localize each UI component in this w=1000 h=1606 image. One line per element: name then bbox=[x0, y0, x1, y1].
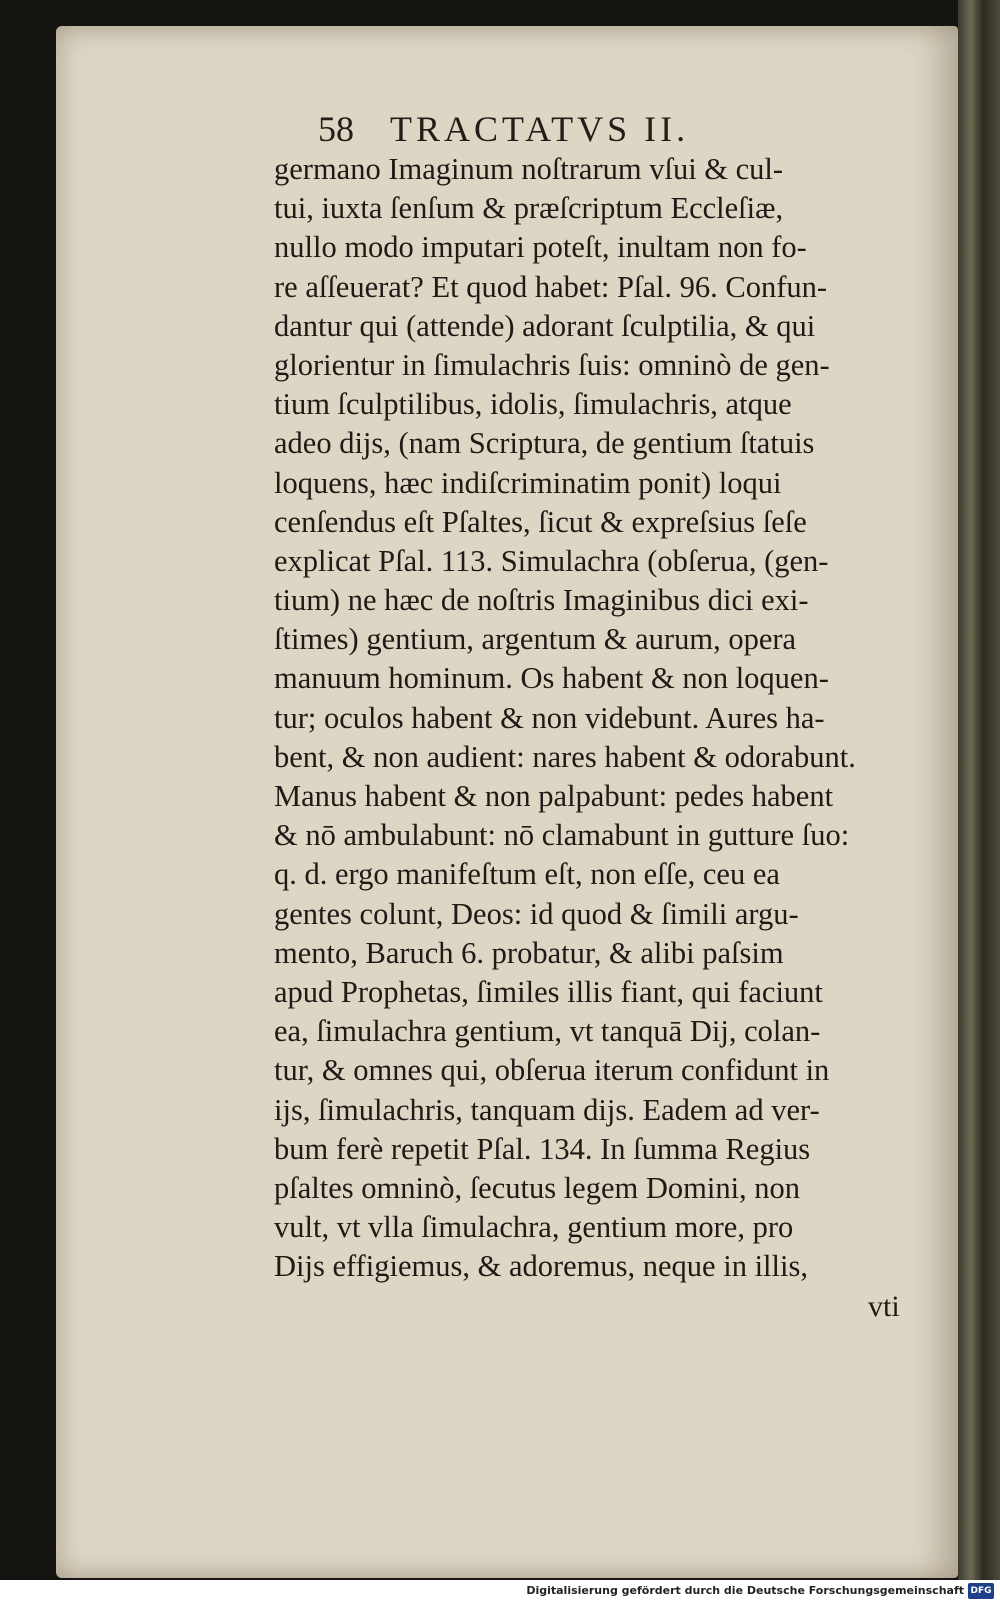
funding-credit: Digitalisierung gefördert durch die Deutsche Forschungsgemeinschaft bbox=[526, 1584, 964, 1597]
text-line: tium ſculptilibus, idolis, ſimulachris, atque bbox=[274, 387, 792, 422]
catchword: vti bbox=[868, 1290, 900, 1323]
running-title: TRACTATVS II. bbox=[390, 109, 690, 149]
footer-bar bbox=[0, 1580, 1000, 1606]
text-line: vult, vt vlla ſimulachra, gentium more, pro bbox=[274, 1210, 794, 1245]
text-line: tur; oculos habent & non videbunt. Aures ha- bbox=[274, 700, 825, 735]
text-line: tui, iuxta ſenſum & præſcriptum Eccleſiæ, bbox=[274, 191, 784, 226]
text-line: Manus habent & non palpabunt: pedes habent bbox=[274, 779, 834, 813]
text-line: bum ferè repetit Pſal. 134. In ſumma Regius bbox=[274, 1131, 811, 1166]
text-line: adeo dijs, (nam Scriptura, de gentium ſtatuis bbox=[274, 426, 815, 461]
dfg-logo-icon: DFG bbox=[968, 1583, 994, 1599]
text-line: nullo modo imputari poteſt, inultam non fo- bbox=[274, 230, 807, 265]
text-line: explicat Pſal. 113. Simulachra (obſerua, (gen- bbox=[274, 543, 829, 578]
text-line: glorientur in ſimulachris ſuis: omninò de gen- bbox=[274, 347, 830, 382]
text-line: tur, & omnes qui, obſerua iterum confidunt in bbox=[274, 1053, 830, 1088]
text-line: ijs, ſimulachris, tanquam dijs. Eadem ad ver- bbox=[274, 1092, 820, 1127]
running-head bbox=[318, 108, 808, 154]
text-line: q. d. ergo manifeſtum eſt, non eſſe, ceu ea bbox=[274, 857, 780, 892]
text-line: ſtimes) gentium, argentum & aurum, opera bbox=[274, 622, 797, 657]
text-line: & nō ambulabunt: nō clamabunt in gutture ſuo: bbox=[274, 818, 850, 853]
text-line: Dijs effigiemus, & adoremus, neque in illis, bbox=[274, 1249, 808, 1284]
text-line: pſaltes omninò, ſecutus legem Domini, non bbox=[274, 1170, 801, 1205]
text-line: cenſendus eſt Pſaltes, ſicut & expreſsius ſeſe bbox=[274, 504, 807, 539]
body-text bbox=[274, 150, 922, 1286]
text-line: ea, ſimulachra gentium, vt tanquā Dij, colan- bbox=[274, 1014, 821, 1049]
text-line: mento, Baruch 6. probatur, & alibi paſsim bbox=[274, 935, 784, 970]
text-line: bent, & non audient: nares habent & odorabunt. bbox=[274, 739, 856, 774]
text-line: manuum hominum. Os habent & non loquen- bbox=[274, 661, 829, 696]
text-line: tium) ne hæc de noſtris Imaginibus dici exi- bbox=[274, 583, 809, 618]
book-edge bbox=[958, 0, 1000, 1580]
text-line: re aſſeuerat? Et quod habet: Pſal. 96. Confun- bbox=[274, 269, 828, 304]
text-line: loquens, hæc indiſcriminatim ponit) loqui bbox=[274, 465, 782, 500]
text-line: gentes colunt, Deos: id quod & ſimili argu- bbox=[274, 896, 799, 931]
page-number: 58 bbox=[318, 109, 354, 149]
text-line: apud Prophetas, ſimiles illis fiant, qui faciunt bbox=[274, 974, 823, 1009]
text-line: dantur qui (attende) adorant ſculptilia, & qui bbox=[274, 308, 816, 343]
text-line: germano Imaginum noſtrarum vſui & cul- bbox=[274, 152, 784, 186]
